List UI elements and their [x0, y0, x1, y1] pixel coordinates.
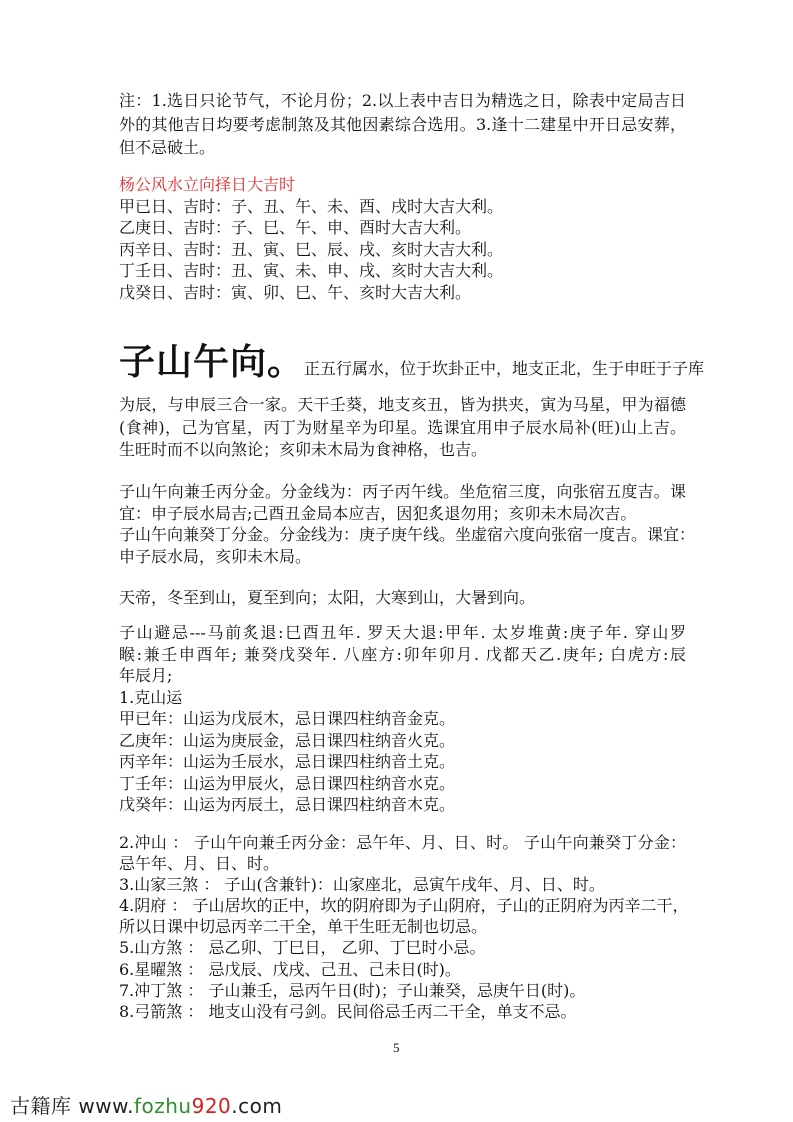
text-line: 甲已日、吉时：子、丑、午、未、酉、戌时大吉大利。: [119, 196, 504, 216]
zishan-section: [119, 342, 705, 462]
text-line: 3.山家三煞 ： 子山(含兼针)：山家座北，忌寅午戌年、月、日、时。: [119, 875, 605, 895]
text-line: 丙辛日、吉时：丑、寅、巳、辰、戌、亥时大吉大利。: [119, 239, 504, 259]
tiandi-paragraph: [119, 587, 686, 609]
text-line: 子山避忌---马前炙退:巳酉丑年. 罗天大退:甲年. 太岁堆黄:庚子年. 穿山罗: [119, 623, 686, 642]
text-line: 丁壬日、吉时：丑、寅、未、申、戌、亥时大吉大利。: [119, 261, 504, 281]
text-line: 戊癸日、吉时：寅、卯、巳、午、亥时大吉大利。: [119, 282, 472, 302]
text-line: 丁壬年：山运为甲辰火，忌日课四柱纳音水克。: [119, 773, 456, 793]
text-line: 所以日课中切忌丙辛二干全，单干生旺无制也切忌。: [119, 917, 488, 937]
items-list: [119, 832, 689, 1022]
text-line: 注：1.选日只论节气，不论月份；2.以上表中吉日为精选之日，除表中定局吉日: [119, 91, 686, 110]
yanggong-title: 杨公风水立向择日大吉时: [119, 175, 296, 194]
text-line: 外的其他吉日均要考虑制煞及其他因素综合选用。3.逢十二建星中开日忌安葬，: [119, 114, 686, 134]
text-line: 甲已年：山运为戊辰木，忌日课四柱纳音金克。: [119, 709, 456, 728]
text-line: 丙辛年：山运为壬辰水，忌日课四柱纳音土克。: [119, 752, 456, 771]
yanggong-section: [119, 174, 686, 304]
watermark-green: fozhu: [133, 1094, 192, 1118]
text-line: 子山午向兼壬丙分金。分金线为：丙子丙午线。坐危宿三度，向张宿五度吉。课: [119, 482, 686, 501]
text-line: 4.阴府 ： 子山居坎的正中，坎的阴府即为子山阴府，子山的正阴府为丙辛二干，: [119, 896, 689, 916]
heading-continuation: 正五行属水，位于坎卦正中，地支正北，生于申旺于子库: [304, 359, 705, 378]
text-line: 8.弓箭煞 ： 地支山没有弓剑。民间俗忌壬丙二干全，单支不忌。: [119, 1001, 577, 1021]
text-line: 子山午向兼癸丁分金。分金线为：庚子庚午线。坐虚宿六度向张宿一度吉。课宜：: [119, 525, 696, 545]
text-line: 7.冲丁煞 ： 子山兼壬，忌丙午日(时)；子山兼癸，忌庚午日(时)。: [119, 980, 586, 1000]
text-line: 2.冲山 ： 子山午向兼壬丙分金：忌午年、月、日、时。 子山午向兼癸丁分金：: [119, 833, 686, 852]
watermark: [10, 1090, 282, 1119]
yanggong-list: [119, 196, 686, 304]
text-line: 忌午年、月、日、时。: [119, 854, 280, 874]
text-line: 天帝，冬至到山，夏至到向；太阳，大寒到山，大暑到向。: [119, 588, 536, 607]
bihui-paragraph: [119, 622, 686, 816]
section-body: [119, 394, 686, 462]
notes-paragraph: [119, 89, 686, 160]
section-heading: 子山午向。: [119, 342, 305, 383]
fenjin-paragraph: [119, 481, 696, 568]
text-line: 申子辰水局，亥卯未木局。: [119, 547, 312, 567]
text-line: 1.克山运: [119, 687, 183, 707]
text-line: 宜：申子辰水局吉;己酉丑金局本应吉，因犯炙退勿用；亥卯未木局次吉。: [119, 503, 637, 523]
text-line: 年辰月;: [119, 666, 173, 685]
heading-line: [119, 342, 705, 394]
watermark-prefix: 古籍库 www.: [10, 1094, 134, 1118]
watermark-red: 920: [191, 1094, 232, 1118]
text-line: 戊癸年：山运为丙辰土，忌日课四柱纳音木克。: [119, 795, 456, 814]
text-line: 但不忌破土。: [119, 138, 216, 157]
text-line: 生旺时而不以向煞论；亥卯未木局为食神格，也吉。: [119, 440, 488, 459]
text-line: (食神)，己为官星，丙丁为财星辛为印星。选课宜用申子辰水局补(旺)山上吉。: [119, 417, 686, 437]
text-line: 为辰，与申辰三合一家。天干壬葵，地支亥丑，皆为拱夹，寅为马星，甲为福德: [119, 395, 686, 414]
text-line: 6.星曜煞 ： 忌戊辰、戊戌、己丑、己未日(时)。: [119, 959, 461, 979]
page-number: 5: [393, 1040, 400, 1055]
text-line: 睺:兼壬申酉年; 兼癸戊癸年. 八座方:卯年卯月. 戊都天乙.庚年; 白虎方:辰: [119, 644, 686, 664]
watermark-suffix: .com: [231, 1094, 283, 1118]
text-line: 5.山方煞 ： 忌乙卯、丁巳日， 乙卯、丁巳时小忌。: [119, 938, 486, 958]
text-line: 乙庚日、吉时：子、巳、午、申、酉时大吉大利。: [119, 218, 472, 238]
text-line: 乙庚年：山运为庚辰金，忌日课四柱纳音火克。: [119, 730, 456, 750]
